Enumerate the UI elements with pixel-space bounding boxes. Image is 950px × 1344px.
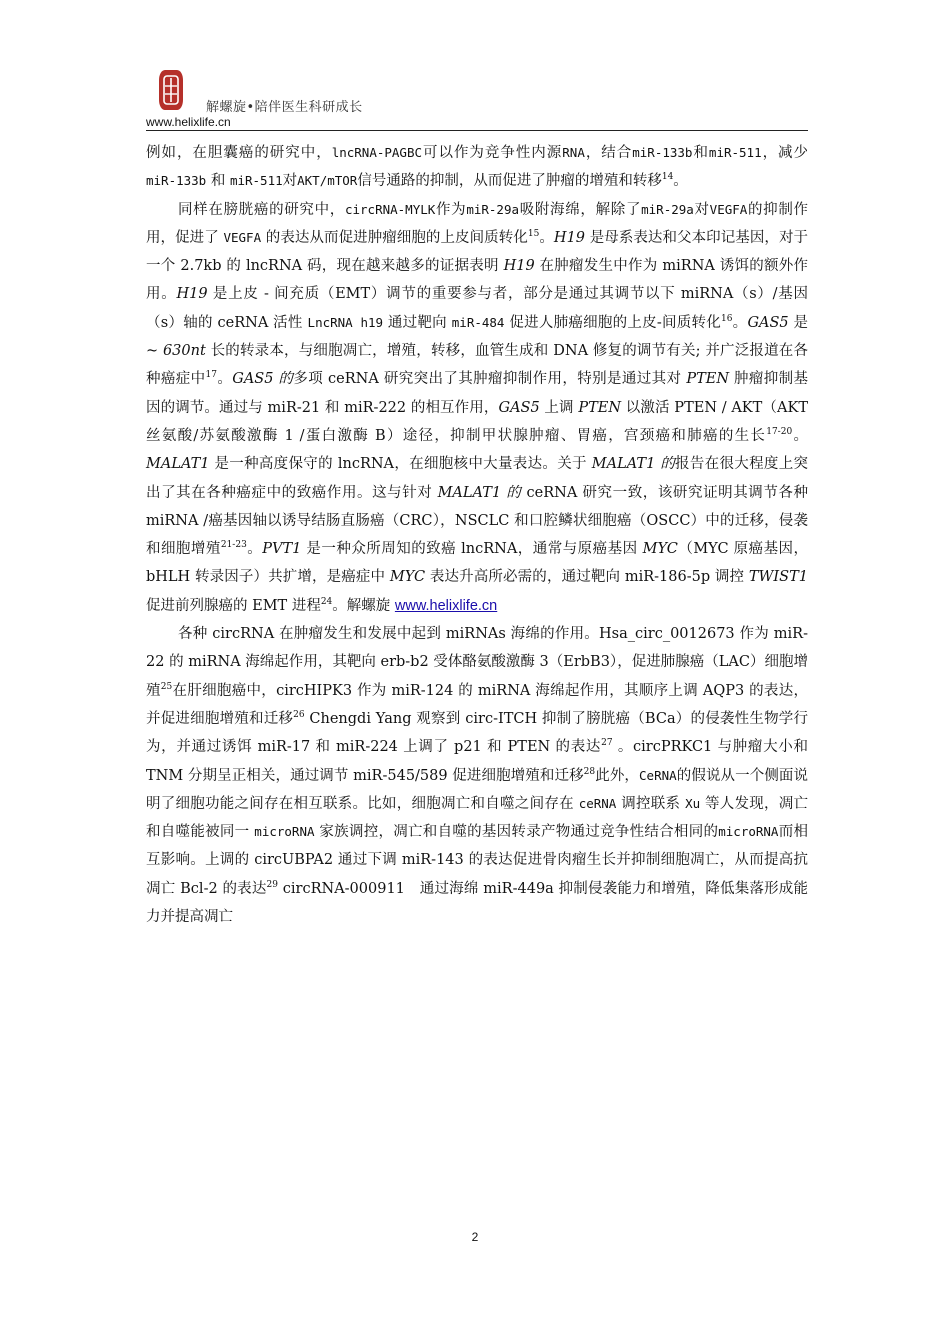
text-run-mono: miR-29a	[466, 201, 520, 217]
gene-name: H19	[176, 286, 208, 303]
gene-name: MALAT1 的	[437, 484, 522, 501]
citation-ref: 29	[266, 879, 278, 890]
text-run: 。	[792, 427, 808, 444]
website-link[interactable]: www.helixlife.cn	[394, 597, 498, 614]
text-run: ，结合	[584, 145, 633, 161]
gene-name: MYC	[389, 569, 426, 586]
text-run: 表达升高所必需的，通过靶向 miR-186-5p 调控	[425, 569, 749, 586]
gene-name: GAS5	[747, 314, 789, 331]
text-run: ceRNA 研究一致，该研究证明其调节各种 miRNA /癌基因轴以诱导结肠直肠癌（CRC），NSCLC 和口腔鳞状细胞癌（OSCC）中的迁移，侵袭和细胞增殖	[146, 484, 808, 558]
text-run-mono: Xu	[685, 795, 701, 811]
text-run: 的假说从一个侧面说明了细胞功能之间存在相互联系。比如，细胞凋亡和自噬之间存在	[146, 767, 809, 812]
text-run: 吸附海绵，解除了	[519, 201, 642, 218]
helixlife-logo-icon	[156, 66, 186, 114]
text-run-mono: miR-133b	[632, 145, 693, 160]
gene-name: ~ 630nt	[146, 343, 206, 360]
text-run: 以激活 PTEN / AKT（AKT 丝氨酸/苏氨酸激酶 1 /蛋白激酶 B）途径，抑制甲状腺肿瘤、胃癌，宫颈癌和肺癌的生长	[146, 399, 808, 444]
text-run-mono: miR-29a	[641, 201, 694, 217]
citation-ref: 14	[661, 172, 674, 183]
text-run-mono: VEGFA	[709, 201, 748, 217]
text-run: 和	[206, 173, 230, 190]
text-run: 。	[673, 173, 688, 190]
text-run: 同样在膀胱癌的研究中，	[178, 201, 345, 218]
text-run: 和	[692, 145, 709, 161]
text-run: 是一种众所周知的致癌 lncRNA，通常与原癌基因	[301, 541, 643, 558]
page-header	[146, 60, 808, 132]
gene-name: H19	[553, 229, 586, 246]
text-run: 而相互影响。上调的 circUBPA2 通过下调 miR-143 的表达促进骨肉瘤生长并抑制细胞凋亡，从而提高抗凋亡 Bcl-2 的表达	[146, 824, 809, 897]
site-name: 解螺旋•陪伴医生科研成长	[206, 100, 363, 115]
header-divider	[146, 130, 808, 131]
gene-name: MALAT1 的	[591, 456, 676, 473]
text-run-mono: RNA	[562, 145, 585, 160]
text-run: 肿瘤抑制基因的调节。通过与 miR-21 和 miR-222 的相互作用，	[146, 371, 809, 416]
paragraph	[146, 196, 808, 620]
citation-ref: 16	[720, 313, 733, 324]
text-run: 报告在很大程度上突出了其在各种癌症中的致癌作用。这与针对	[146, 456, 809, 501]
citation-ref: 26	[293, 710, 305, 721]
text-run-mono: lncRNA-PAGBC	[331, 145, 423, 160]
paragraph	[146, 620, 808, 931]
text-run: 促进人肺癌细胞的上皮-间质转化	[504, 314, 721, 331]
text-run: 。	[732, 314, 748, 331]
text-run: 对	[693, 201, 710, 218]
citation-ref: 17	[205, 370, 217, 381]
text-run: 调控联系	[616, 795, 686, 812]
text-run: 在肿瘤发生中作为 miRNA 诱饵的额外作用。	[146, 258, 808, 303]
text-run: （MYC 原癌基因，bHLH 转录因子）共扩增，是癌症中	[146, 541, 809, 586]
text-run-mono: miR-133b	[146, 173, 207, 189]
article-body	[146, 139, 808, 931]
text-run: 是母系表达和父本印记基因，对于一个 2.7kb 的 lncRNA 码，现在越来越多的证据表明	[146, 229, 809, 275]
citation-ref: 15	[527, 229, 540, 240]
text-run: Chengdi Yang 观察到 circ-ITCH 抑制了膀胱癌（BCa）的侵袭性生物学行为，并通过诱饵 miR-17 和 miR-224 上调了 p21 和 PTEN 的表达	[146, 710, 808, 756]
text-run: 家族调控，凋亡和自噬的基因转录产物通过竞争性结合相同的	[314, 824, 719, 841]
text-run-mono: LncRNA h19	[307, 314, 384, 330]
text-run: 。解螺旋	[332, 597, 395, 614]
text-run-mono: miR-511	[229, 173, 283, 189]
gene-name: H19	[503, 258, 535, 275]
gene-name: GAS5 的	[232, 371, 294, 388]
text-run: 是上皮 - 间充质（EMT）调节的重要参与者，部分是通过其调节以下 miRNA（s）/基因（s）轴的 ceRNA 活性	[146, 286, 809, 331]
page-number: 2	[471, 1230, 479, 1244]
text-run: 。circPRKC1 与肿瘤大小和 TNM 分期呈正相关，通过调节 miR-545/589 促进细胞增殖和迁移	[146, 739, 808, 784]
text-run: 。	[246, 541, 263, 558]
citation-ref: 24	[320, 596, 333, 607]
text-run-mono: VEGFA	[223, 229, 262, 245]
text-run-mono: AKT/mTOR	[297, 173, 358, 189]
text-run: 对	[282, 173, 298, 190]
text-run: 是	[788, 314, 809, 331]
text-run: ，减少	[761, 145, 809, 161]
text-run-mono: CeRNA	[639, 767, 677, 783]
citation-ref: 21-23	[220, 540, 247, 551]
text-run: 促进前列腺癌的 EMT 进程	[146, 597, 321, 614]
text-run: 的抑制作用，促进了	[146, 201, 809, 246]
text-run: circRNA-000911 通过海绵 miR-449a 抑制侵袭能力和增殖，降低集落形成能力并提高凋亡	[146, 880, 808, 926]
site-url[interactable]: www.helixlife.cn	[146, 115, 231, 129]
gene-name: TWIST1	[748, 569, 808, 586]
text-run-mono: miR-511	[708, 145, 762, 160]
text-run: 多项 ceRNA 研究突出了其肿瘤抑制作用，特别是通过其对	[293, 371, 687, 388]
citation-ref: 25	[160, 681, 173, 692]
text-run: 上调	[539, 399, 579, 416]
text-run: 等人发现，凋亡和自噬能被同一	[146, 795, 809, 841]
gene-name: PTEN	[686, 371, 730, 388]
text-run-mono: microRNA	[254, 824, 315, 840]
text-run: 例如，在胆囊癌的研究中，	[146, 145, 332, 161]
gene-name: GAS5	[498, 399, 540, 416]
text-run-mono: ceRNA	[578, 795, 617, 811]
text-run-mono: miR-484	[451, 314, 505, 330]
text-run: 是一种高度保守的 lncRNA，在细胞核中大量表达。关于	[209, 456, 592, 473]
text-run: 。	[539, 229, 554, 246]
citation-ref: 17-20	[766, 427, 793, 438]
text-run: 的表达从而促进肿瘤细胞的上皮间质转化	[261, 229, 528, 246]
text-run-mono: microRNA	[718, 824, 779, 840]
text-run: 在肝细胞癌中，circHIPK3 作为 miR-124 的 miRNA 海绵起作用，其顺序上调 AQP3 的表达，并促进细胞增殖和迁移	[146, 682, 808, 727]
text-run-mono: circRNA-MYLK	[344, 201, 436, 217]
paragraph	[146, 139, 808, 196]
citation-ref: 27	[601, 738, 613, 749]
gene-name: MYC	[642, 541, 678, 558]
text-run: 可以作为竞争性内源	[422, 145, 563, 161]
gene-name: MALAT1	[146, 456, 210, 473]
text-run: 各种 circRNA 在肿瘤发生和发展中起到 miRNAs 海绵的作用。Hsa_circ_0012673 作为 miR-22 的 miRNA 海绵起作用，其靶向 erb-b2 受体酪氨酸激酶 3（ErbB3），促进肺腺癌（LAC）细胞增殖	[146, 626, 808, 699]
text-run: 长的转录本，与细胞凋亡，增殖，转移，血管生成和 DNA 修复的调节有关; 并广泛报道在各种癌症中	[146, 343, 808, 388]
text-run: 此外，	[595, 767, 640, 784]
citation-ref: 28	[583, 766, 596, 777]
text-run: 信号通路的抑制，从而促进了肿瘤的增殖和转移	[357, 173, 662, 190]
text-run: 作为	[435, 201, 467, 218]
gene-name: PTEN	[578, 399, 622, 416]
text-run: 通过靶向	[383, 314, 452, 331]
gene-name: PVT1	[262, 541, 302, 558]
text-run: 。	[216, 371, 233, 388]
